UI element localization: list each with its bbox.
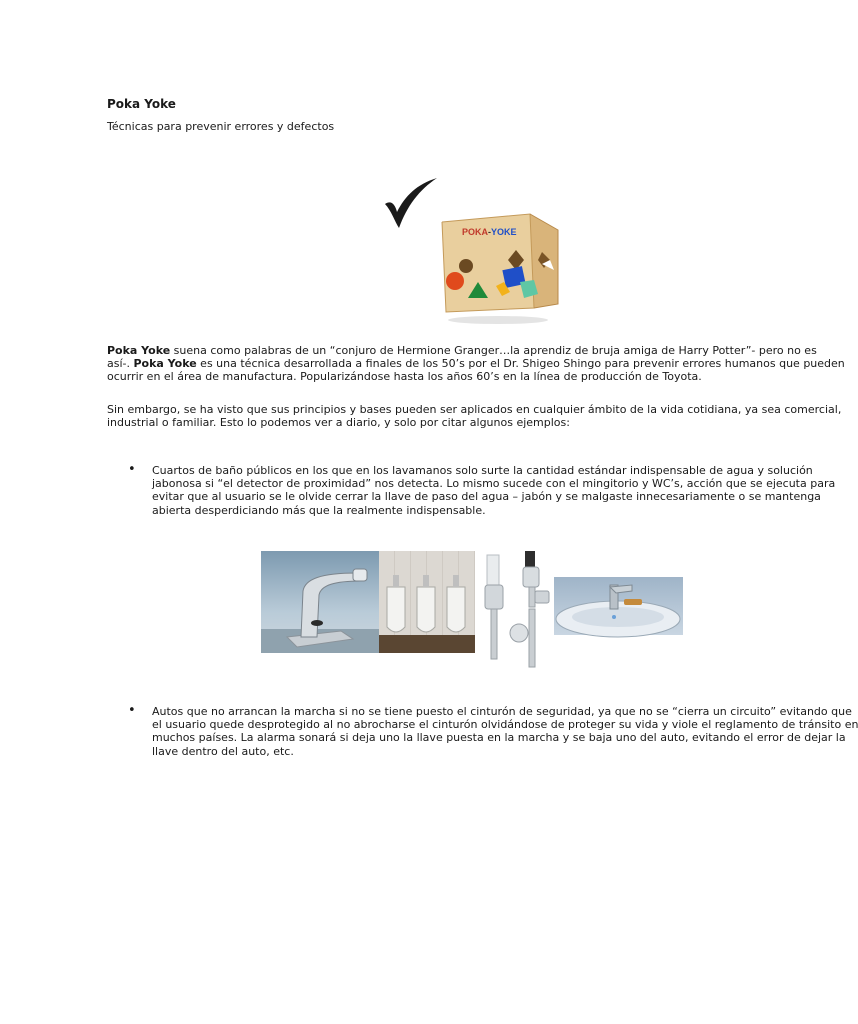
bullet2-line-3: muchos países. La alarma sonará si deja uno la llave puesta en la marcha y se baja uno del auto, evitando el error de dejar la [152, 731, 846, 745]
second-paragraph [107, 403, 841, 429]
intro-bold-term: Poka Yoke [107, 344, 171, 357]
bullet1-line-1: Cuartos de baño públicos en los que en los lavamanos solo surte la cantidad estándar indispensable de agua y solución [152, 464, 813, 477]
sensor-sink-photo [554, 577, 683, 635]
bullet2-line-4: llave dentro del auto, etc. [152, 744, 294, 758]
urinals-photo [379, 551, 475, 653]
intro-line-1-text: suena como palabras de un “conjuro de Hermione Granger…la aprendiz de bruja amiga de Harry Potter”- pero no es [170, 344, 817, 357]
logo-dash: - [488, 227, 492, 237]
bullet-marker: • [128, 462, 136, 477]
para2-line-1: Sin embargo, se ha visto que sus principios y bases pueden ser aplicados en cualquier ámbito de la vida cotidiana, ya sea comercial, [107, 403, 842, 416]
bullet-marker-2: • [128, 703, 136, 718]
bullet-item-car-seatbelt [152, 705, 858, 758]
intro-line-2 [107, 357, 845, 370]
intro-line-1 [107, 344, 845, 357]
intro-bold-term-2: Poka Yoke [133, 357, 197, 371]
page-title: Poka Yoke [107, 97, 176, 111]
bullet1-line-3: evitar que al usuario se le olvide cerrar la llave de paso del agua – jabón y se malgaste innecesariamente o se mantenga [152, 490, 821, 504]
intro-line-2-text: es una técnica desarrollada a finales de los 50’s por el Dr. Shigeo Shingo para prevenir errores humanos que pueden [196, 357, 845, 371]
poka-yoke-logo-text [462, 227, 517, 237]
page-subtitle: Técnicas para prevenir errores y defectos [107, 120, 335, 133]
sensor-faucet-photo [261, 551, 379, 653]
bullet-item-restrooms [152, 464, 835, 517]
logo-poka: POKA [462, 227, 489, 237]
logo-yoke: YOKE [491, 227, 517, 237]
bullet1-line-2: jabonosa si “el detector de proximidad” nos detecta. Lo mismo sucede con el mingitorio y WC’s, acción que se ejecuta para [152, 477, 836, 491]
checkmark-icon [383, 178, 439, 232]
poka-yoke-cube-image [438, 208, 562, 326]
intro-paragraph [107, 344, 845, 384]
intro-line-2-start: así-. [107, 357, 134, 371]
flush-valve-photo [479, 551, 554, 669]
bullet1-line-4: abierta desperdiciando más que la realmente indispensable. [152, 503, 486, 517]
intro-line-3: ocurrir en el área de manufactura. Popularizándose hasta los años 60’s en la línea de producción de Toyota. [107, 370, 702, 384]
bullet2-line-2: el usuario quede desprotegido al no abrocharse el cinturón olvidándose de proteger su vida y viole el reglamento de tránsito en [152, 718, 858, 732]
para2-line-2: industrial o familiar. Esto lo podemos ver a diario, y solo por citar algunos ejemplos: [107, 416, 570, 430]
bullet2-line-1: Autos que no arrancan la marcha si no se tiene puesto el cinturón de seguridad, ya que no se “cierra un circuito” evitando que [152, 705, 852, 718]
